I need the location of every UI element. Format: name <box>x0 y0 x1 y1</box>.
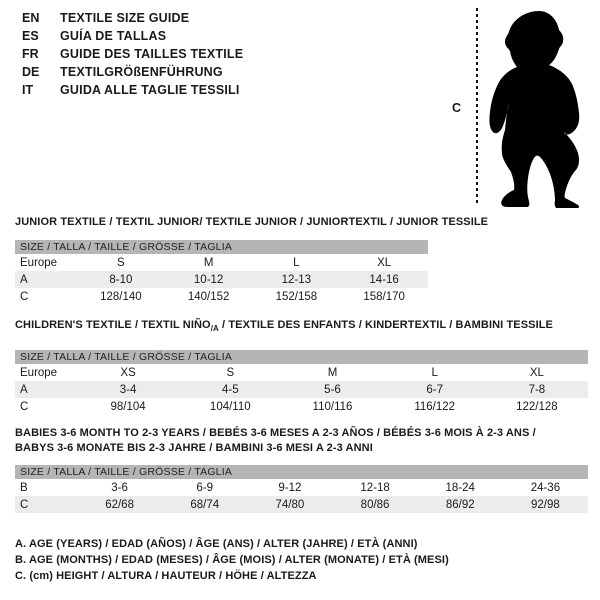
table-cell: B <box>20 481 28 494</box>
table-row <box>15 254 428 271</box>
size-header-bar: SIZE / TALLA / TAILLE / GRÖSSE / TAGLIA <box>15 240 428 254</box>
table-cell: C <box>20 498 29 511</box>
table-cell: 92/98 <box>531 498 560 511</box>
table-cell: C <box>20 290 29 303</box>
table-cell: 3-6 <box>111 481 128 494</box>
table-cell: 6-7 <box>426 383 443 396</box>
table-cell: 7-8 <box>528 383 546 396</box>
size-header-bar: SIZE / TALLA / TAILLE / GRÖSSE / TAGLIA <box>15 350 588 364</box>
table-cell: A <box>20 383 28 396</box>
table-cell: 68/74 <box>190 498 220 511</box>
table-cell: 80/86 <box>360 498 390 511</box>
table-row <box>15 381 588 398</box>
language-title-list <box>22 9 243 99</box>
footnote-a: A. AGE (YEARS) / EDAD (AÑOS) / ÂGE (ANS) / ALTER (JAHRE) / ETÀ (ANNI) <box>15 538 418 550</box>
title-subscript: /A <box>210 324 219 334</box>
table-cell: 158/170 <box>363 290 405 303</box>
language-title: TEXTILE SIZE GUIDE <box>60 11 190 25</box>
table-cell: M <box>203 256 214 269</box>
table-cell: 18-24 <box>445 481 475 494</box>
baby-silhouette-icon <box>487 8 595 208</box>
table-cell: 12-13 <box>281 273 312 286</box>
table-cell: L <box>293 256 300 269</box>
list-item <box>22 27 243 45</box>
table-row <box>15 364 588 381</box>
table-cell: 6-9 <box>196 481 214 494</box>
table-row <box>15 271 428 288</box>
table-cell: 110/116 <box>312 400 353 413</box>
table-cell: Europe <box>20 366 58 379</box>
list-item <box>22 63 243 81</box>
language-code: ES <box>22 29 39 43</box>
babies-table-title <box>15 426 536 456</box>
table-cell: 122/128 <box>516 400 558 413</box>
table-cell: S <box>117 256 125 269</box>
language-code: IT <box>22 83 34 97</box>
table-cell: A <box>20 273 28 286</box>
junior-size-table <box>15 240 428 305</box>
table-row <box>15 398 588 415</box>
babies-size-table <box>15 465 588 513</box>
junior-table-title: JUNIOR TEXTILE / TEXTIL JUNIOR/ TEXTILE JUNIOR / JUNIORTEXTIL / JUNIOR TESSILE <box>15 216 489 228</box>
table-cell: XS <box>120 366 136 379</box>
table-cell: 104/110 <box>209 400 251 413</box>
table-cell: 98/104 <box>110 400 146 413</box>
title-text: / TEXTILE DES ENFANTS / KINDERTEXTIL / BAMBINI TESSILE <box>218 319 553 331</box>
table-cell: 62/68 <box>105 498 134 511</box>
table-cell: 140/152 <box>187 290 230 303</box>
table-cell: 24-36 <box>530 481 561 494</box>
legend-footnotes <box>15 536 449 584</box>
table-cell: 8-10 <box>109 273 133 286</box>
title-line: BABYS 3-6 MONATE BIS 2-3 JAHRE / BAMBINI 3-6 MESI A 2-3 ANNI <box>15 442 373 454</box>
table-cell: M <box>327 366 338 379</box>
table-cell: 4-5 <box>221 383 239 396</box>
title-line: BABIES 3-6 MONTH TO 2-3 YEARS / BEBÉS 3-6 MESES A 2-3 AÑOS / BÉBÉS 3-6 MOIS À 2-3 ANS / <box>15 427 536 439</box>
table-cell: XL <box>377 256 392 269</box>
table-cell: L <box>431 366 438 379</box>
table-cell: 5-6 <box>324 383 341 396</box>
table-cell: 128/140 <box>100 290 142 303</box>
table-cell: 9-12 <box>278 481 302 494</box>
table-cell: 10-12 <box>193 273 224 286</box>
table-cell: 116/122 <box>414 400 456 413</box>
language-title: GUIDE DES TAILLES TEXTILE <box>60 47 244 61</box>
table-row <box>15 496 588 513</box>
table-row <box>15 479 588 496</box>
children-size-table <box>15 350 588 415</box>
table-cell: 14-16 <box>369 273 399 286</box>
table-cell: 3-4 <box>119 383 137 396</box>
table-cell: 152/158 <box>275 290 318 303</box>
footnote-c: C. (cm) HEIGHT / ALTURA / HAUTEUR / HÖHE / ALTEZZA <box>15 570 317 582</box>
table-cell: 86/92 <box>445 498 475 511</box>
table-cell: S <box>226 366 235 379</box>
footnote-b: B. AGE (MONTHS) / EDAD (MESES) / ÂGE (MOIS) / ALTER (MONATE) / ETÀ (MESI) <box>15 554 449 566</box>
measure-label-c: C <box>452 101 462 115</box>
language-code: EN <box>22 11 40 25</box>
height-measure-dotted-line <box>476 8 478 206</box>
list-item <box>22 45 243 63</box>
table-cell: 74/80 <box>275 498 305 511</box>
list-item <box>22 81 243 99</box>
title-text: CHILDREN'S TEXTILE / TEXTIL NIÑO <box>15 319 211 331</box>
table-cell: Europe <box>20 256 58 269</box>
children-table-title <box>15 319 553 333</box>
language-title: TEXTILGRÖßENFÜHRUNG <box>60 65 223 79</box>
table-cell: XL <box>529 366 544 379</box>
language-code: DE <box>22 65 40 79</box>
size-header-bar: SIZE / TALLA / TAILLE / GRÖSSE / TAGLIA <box>15 465 588 479</box>
language-title: GUIDA ALLE TAGLIE TESSILI <box>60 83 240 97</box>
table-cell: C <box>20 400 29 413</box>
language-code: FR <box>22 47 39 61</box>
list-item <box>22 9 243 27</box>
table-cell: 12-18 <box>360 481 390 494</box>
table-row <box>15 288 428 305</box>
language-title: GUÍA DE TALLAS <box>60 29 167 43</box>
